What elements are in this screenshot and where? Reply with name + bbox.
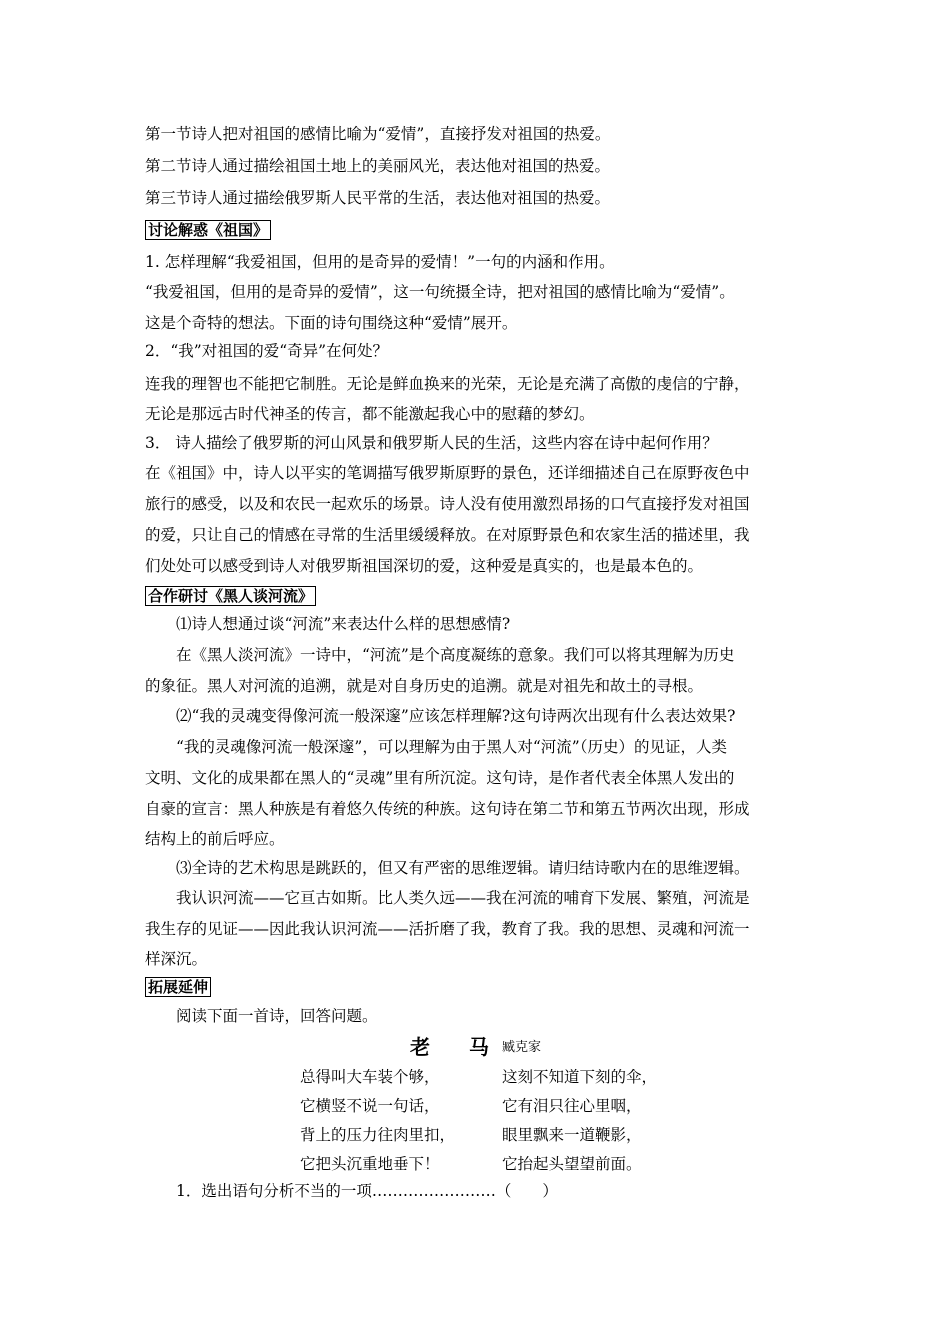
section1-a1-line2: 这是个奇特的想法。下面的诗句围绕这种“爱情”展开。 (145, 314, 518, 332)
poem-left-line-2: 它横竖不说一句话， (300, 1097, 440, 1115)
poem-right-line-4: 它抬起头望望前面。 (502, 1155, 642, 1173)
section2-a1-line1: 在《黑人淡河流》一诗中，“河流”是个高度凝练的意象。我们可以将其理解为历史 (176, 646, 735, 664)
poem-author: 臧克家 (502, 1040, 542, 1055)
section2-a2-line3: 自豪的宣言：黑人种族是有着悠久传统的种族。这句诗在第二节和第五节两次出现，形成 (145, 800, 750, 818)
section2-a2-line1: “我的灵魂像河流一般深邃”，可以理解为由于黑人对“河流”（历史）的见证，人类 (176, 738, 727, 756)
poem-title: 老 马 (410, 1035, 505, 1059)
section3-heading-row (145, 977, 211, 997)
section1-q2: 2．“我”对祖国的爱“奇异”在何处？ (145, 342, 389, 360)
section1-heading: 讨论解惑《祖国》 (145, 220, 271, 240)
poem-right-line-3: 眼里飘来一道鞭影， (502, 1126, 642, 1144)
intro-line-1: 第一节诗人把对祖国的感情比喻为“爱情”，直接抒发对祖国的热爱。 (145, 125, 611, 143)
section2-q2: ⑵“我的灵魂变得像河流一般深邃”应该怎样理解?这句诗两次出现有什么表达效果? (176, 707, 736, 725)
section1-heading-row (145, 220, 271, 240)
section1-a3-line2: 旅行的感受，以及和农民一起欢乐的场景。诗人没有使用激烈昂扬的口气直接抒发对祖国 (145, 495, 750, 513)
section2-q1: ⑴诗人想通过谈“河流”来表达什么样的思想感情? (176, 615, 511, 633)
question-1: 1．选出语句分析不当的一项……………………（ ） (176, 1182, 558, 1200)
section1-q3: 3． 诗人描绘了俄罗斯的河山风景和俄罗斯人民的生活，这些内容在诗中起何作用？ (145, 434, 718, 452)
section1-a3-line4: 们处处可以感受到诗人对俄罗斯祖国深切的爱，这种爱是真实的，也是最本色的。 (145, 557, 704, 575)
section1-q1: 1. 怎样理解“我爱祖国，但用的是奇异的爱情！”一句的内涵和作用。 (145, 253, 615, 271)
poem-right-line-1: 这刻不知道下刻的伞， (502, 1068, 658, 1086)
section1-a3-line1: 在《祖国》中，诗人以平实的笔调描写俄罗斯原野的景色，还详细描述自己在原野夜色中 (145, 464, 750, 482)
section2-heading: 合作研讨《黑人谈河流》 (145, 586, 316, 606)
section2-a2-line4: 结构上的前后呼应。 (145, 830, 285, 848)
section2-a3-line1: 我认识河流——它亘古如斯。比人类久远——我在河流的哺育下发展、繁殖，河流是 (176, 889, 750, 907)
intro-line-2: 第二节诗人通过描绘祖国土地上的美丽风光，表达他对祖国的热爱。 (145, 157, 611, 175)
section2-a3-line2: 我生存的见证——因此我认识河流——活折磨了我，教育了我。我的思想、灵魂和河流一 (145, 920, 750, 938)
section3-heading: 拓展延伸 (145, 977, 211, 997)
poem-left-line-3: 背上的压力往肉里扣， (300, 1126, 456, 1144)
section1-a3-line3: 的爱，只让自己的情感在寻常的生活里缓缓释放。在对原野景色和农家生活的描述里，我 (145, 526, 750, 544)
poem-left-line-1: 总得叫大车装个够， (300, 1068, 440, 1086)
section2-a3-line3: 样深沉。 (145, 950, 208, 968)
section3-instruction: 阅读下面一首诗，回答问题。 (176, 1007, 378, 1025)
section2-a1-line2: 的象征。黑人对河流的追溯，就是对自身历史的追溯。就是对祖先和故土的寻根。 (145, 677, 704, 695)
intro-line-3: 第三节诗人通过描绘俄罗斯人民平常的生活，表达他对祖国的热爱。 (145, 189, 611, 207)
section2-heading-row (145, 586, 316, 606)
section2-a2-line2: 文明、文化的成果都在黑人的“灵魂”里有所沉淀。这句诗，是作者代表全体黑人发出的 (145, 769, 735, 787)
poem-left-line-4: 它把头沉重地垂下！ (300, 1155, 440, 1173)
section1-a1-line1: “我爱祖国，但用的是奇异的爱情”，这一句统摄全诗，把对祖国的感情比喻为“爱情”。 (145, 283, 735, 301)
poem-right-line-2: 它有泪只往心里咽， (502, 1097, 642, 1115)
section2-q3: ⑶全诗的艺术构思是跳跃的，但又有严密的思维逻辑。请归结诗歌内在的思维逻辑。 (176, 859, 750, 877)
section1-a2-line2: 无论是那远古时代神圣的传言，都不能激起我心中的慰藉的梦幻。 (145, 405, 595, 423)
section1-a2-line1: 连我的理智也不能把它制胜。无论是鲜血换来的光荣，无论是充满了高傲的虔信的宁静， (145, 375, 750, 393)
